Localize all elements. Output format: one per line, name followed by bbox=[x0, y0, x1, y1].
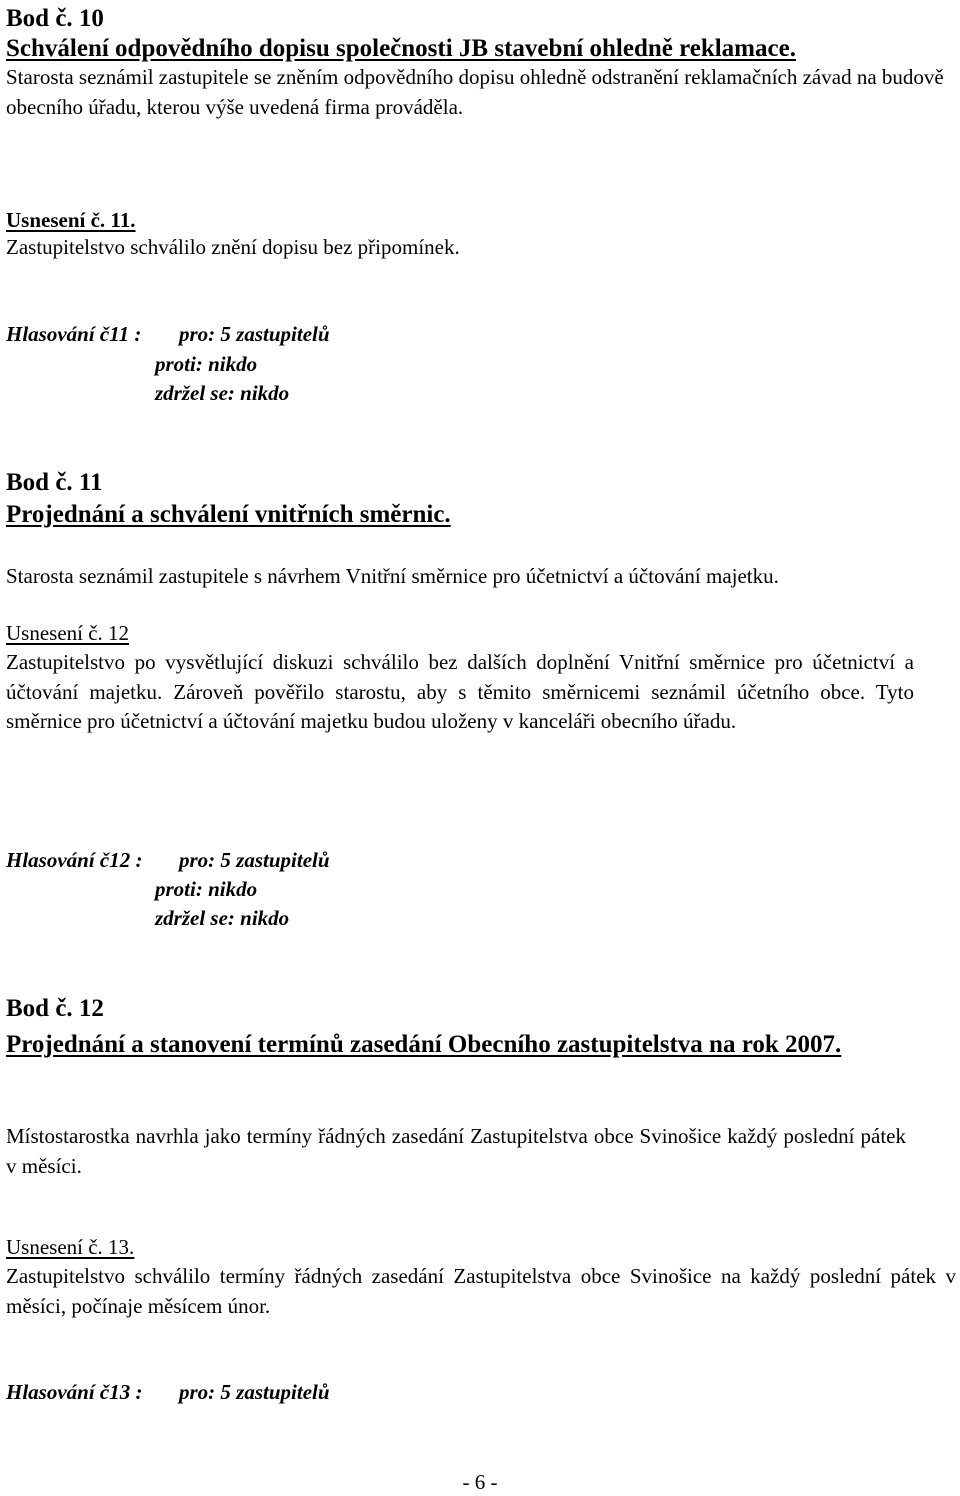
item10-title-text: Schválení odpovědního dopisu společnosti JB stavební ohledně reklamace. bbox=[6, 35, 796, 62]
item10-vote-label: Hlasování č11 : bbox=[6, 322, 142, 346]
item11-resolution-title: Usnesení č. 12 bbox=[6, 621, 130, 645]
item10-vote-for: pro: 5 zastupitelů bbox=[179, 322, 330, 346]
item12-resolution-title: Usnesení č. 13. bbox=[6, 1235, 135, 1259]
item11-title bbox=[6, 500, 956, 530]
item12-title: Projednání a stanovení termínů zasedání Obecního zastupitelstva na rok 2007. bbox=[6, 1031, 842, 1058]
item10-heading: Bod č. 10 bbox=[6, 5, 104, 32]
item10-vote-abstain: zdržel se: nikdo bbox=[155, 381, 290, 405]
item10-title bbox=[6, 34, 956, 64]
item10-resolution-title: Usnesení č. 11. bbox=[6, 208, 136, 232]
item11-heading: Bod č. 11 bbox=[6, 469, 103, 496]
item11-vote-against: proti: nikdo bbox=[155, 877, 258, 901]
page-number: - 6 - bbox=[462, 1470, 498, 1494]
item12-vote-for: pro: 5 zastupitelů bbox=[179, 1380, 330, 1404]
item12-text: Místostarostka navrhla jako termíny řádných zasedání Zastupitelstva obce Svinošice každý poslední pátek v měsíci. bbox=[6, 1124, 906, 1178]
item10-resolution-text: Zastupitelstvo schválilo znění dopisu bez připomínek. bbox=[6, 235, 460, 259]
item11-text: Starosta seznámil zastupitele s návrhem Vnitřní směrnice pro účetnictví a účtování majetku. bbox=[6, 564, 779, 588]
item11-title-text: Projednání a schválení vnitřních směrnic. bbox=[6, 501, 451, 528]
item12-heading: Bod č. 12 bbox=[6, 995, 104, 1022]
item11-vote-for: pro: 5 zastupitelů bbox=[179, 848, 330, 872]
item12-resolution-text: Zastupitelstvo schválilo termíny řádných zasedání Zastupitelstva obce Svinošice na každý poslední pátek v měsíci, počínaje měsícem únor. bbox=[6, 1264, 956, 1318]
item12-vote-label: Hlasování č13 : bbox=[6, 1380, 143, 1404]
item11-vote-abstain: zdržel se: nikdo bbox=[155, 906, 290, 930]
item11-resolution-text: Zastupitelstvo po vysvětlující diskuzi schválilo bez dalších doplnění Vnitřní směrnice pro účetnictví a účtování majetku. Zároveň pověřilo starostu, aby s těmito směrnicemi seznámil účetního obce. Tyto směrnice pro účetnictví a účtování majetku budou uloženy v kanceláři obecního úřadu. bbox=[6, 650, 914, 733]
item10-vote-against: proti: nikdo bbox=[155, 352, 258, 376]
item11-vote-label: Hlasování č12 : bbox=[6, 848, 143, 872]
item10-text: Starosta seznámil zastupitele se zněním odpovědního dopisu ohledně odstranění reklamačních závad na budově obecního úřadu, kterou výše uvedená firma prováděla. bbox=[6, 65, 944, 119]
